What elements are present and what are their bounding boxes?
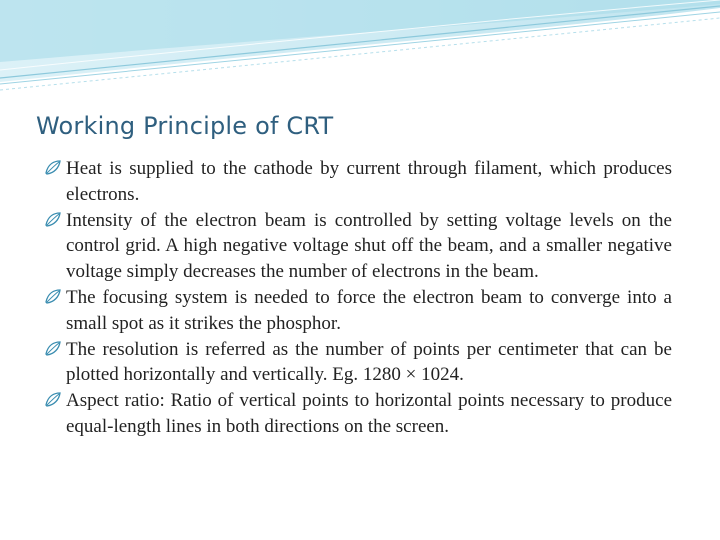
leaf-bullet-icon — [44, 210, 62, 228]
header-wave-decoration — [0, 0, 720, 95]
bullet-item — [44, 208, 672, 285]
leaf-bullet-icon — [44, 390, 62, 408]
slide-title: Working Principle of CRT — [36, 112, 334, 140]
bullet-item — [44, 285, 672, 337]
leaf-bullet-icon — [44, 339, 62, 357]
bullet-text: Heat is supplied to the cathode by current through filament, which produces electrons. — [66, 158, 672, 205]
leaf-bullet-icon — [44, 158, 62, 176]
bullet-text: Intensity of the electron beam is controlled by setting voltage levels on the control grid. A high negative voltage shut off the beam, and a smaller negative voltage simply decreases the number of electrons in the beam. — [66, 209, 672, 283]
bullet-item — [44, 337, 672, 389]
bullet-text: Aspect ratio: Ratio of vertical points to horizontal points necessary to produce equal-length lines in both directions on the screen. — [66, 390, 672, 437]
bullet-text: The focusing system is needed to force the electron beam to converge into a small spot as it strikes the phosphor. — [66, 286, 672, 334]
bullet-list — [44, 156, 672, 440]
bullet-text: The resolution is referred as the number of points per centimeter that can be plotted horizontally and vertically. Eg. 1280 × 1024. — [66, 338, 672, 386]
bullet-item — [44, 156, 672, 208]
leaf-bullet-icon — [44, 287, 62, 305]
bullet-item — [44, 388, 672, 440]
